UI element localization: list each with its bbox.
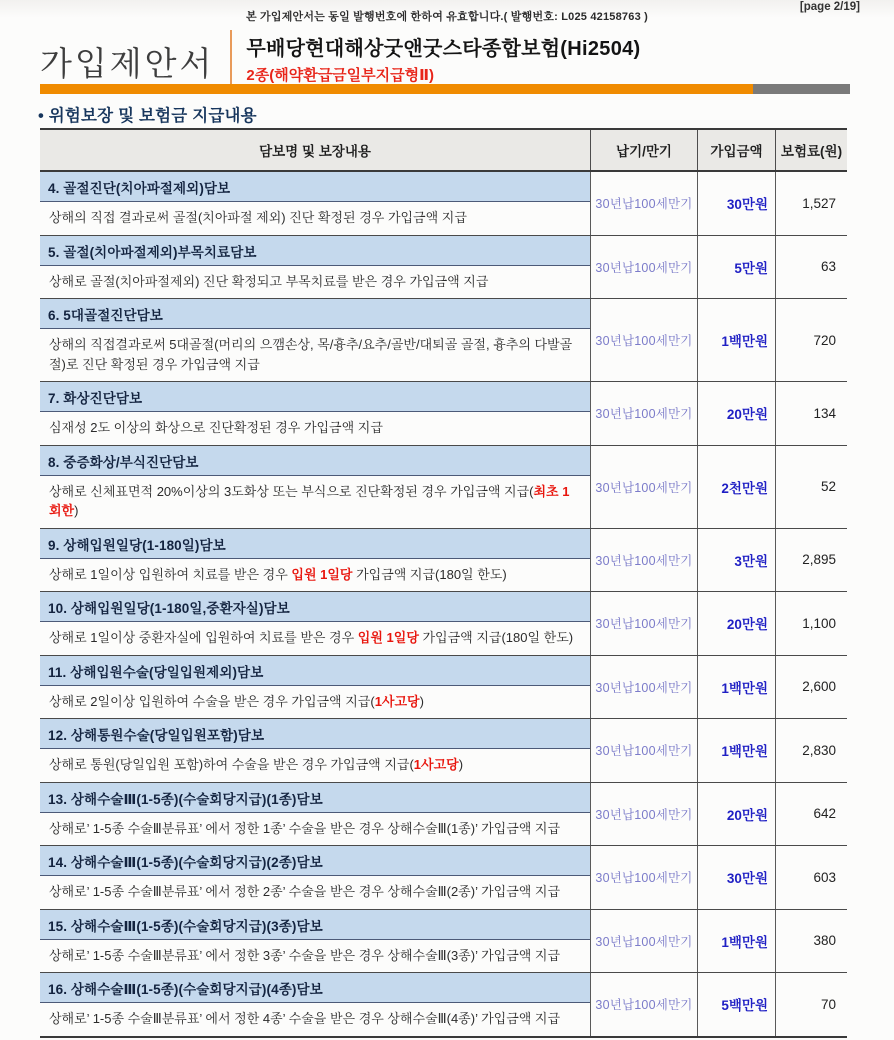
desc-text: ) xyxy=(458,757,464,772)
coverage-title: 14. 상해수술Ⅲ(1-5종)(수술회당지급)(2종)담보 xyxy=(40,846,590,876)
premium-cell: 2,895 xyxy=(775,529,847,592)
coverage-title: 13. 상해수술Ⅲ(1-5종)(수술회당지급)(1종)담보 xyxy=(40,783,590,813)
amount-cell: 20만원 xyxy=(697,382,775,445)
accent-rule-gray xyxy=(753,84,850,94)
coverage-desc xyxy=(40,476,590,528)
desc-highlight: 입원 1일당 xyxy=(291,566,353,582)
col-header-term: 납기/만기 xyxy=(590,130,697,170)
premium-cell: 1,527 xyxy=(775,172,847,235)
desc-text: 심재성 2도 이상의 화상으로 진단확정된 경우 가입금액 지급 xyxy=(49,420,383,435)
amount-cell: 1백만원 xyxy=(697,910,775,973)
term-cell: 30년납100세만기 xyxy=(590,973,697,1036)
desc-text: 상해로 골절(치아파절제외) 진단 확정되고 부목치료를 받은 경우 가입금액 지급 xyxy=(49,273,489,289)
page-indicator: [page 2/19] xyxy=(799,1,860,13)
coverage-title: 15. 상해수술Ⅲ(1-5종)(수술회당지급)(3종)담보 xyxy=(40,910,590,940)
desc-text: 상해로 통원(당일입원 포함)하여 수술을 받은 경우 가입금액 지급( xyxy=(49,757,414,772)
coverage-title: 5. 골절(치아파절제외)부목치료담보 xyxy=(40,236,590,266)
coverage-title: 6. 5대골절진단담보 xyxy=(40,299,590,329)
desc-highlight: 1사고당 xyxy=(413,757,459,772)
table-row xyxy=(40,172,847,236)
desc-text: 상해로’ 1-5종 수술Ⅲ분류표’ 에서 정한 3종’ 수술을 받은 경우 상해수술Ⅲ(3종)’ 가입금액 지급 xyxy=(49,947,561,963)
premium-cell: 642 xyxy=(775,783,847,846)
coverage-cell xyxy=(40,783,590,846)
table-row xyxy=(40,592,847,656)
table-row xyxy=(40,719,847,783)
premium-cell: 380 xyxy=(775,910,847,973)
term-cell: 30년납100세만기 xyxy=(590,172,697,235)
col-header-premium: 보험료(원) xyxy=(775,130,847,170)
term-cell: 30년납100세만기 xyxy=(590,236,697,299)
premium-cell: 720 xyxy=(775,299,847,381)
coverage-desc xyxy=(40,813,590,846)
amount-cell: 5백만원 xyxy=(697,973,775,1036)
term-cell: 30년납100세만기 xyxy=(590,446,697,528)
term-cell: 30년납100세만기 xyxy=(590,299,697,381)
accent-rule xyxy=(40,84,850,94)
coverage-title: 10. 상해입원일당(1-180일,중환자실)담보 xyxy=(40,592,590,622)
coverage-title: 16. 상해수술Ⅲ(1-5종)(수술회당지급)(4종)담보 xyxy=(40,973,590,1003)
coverage-desc xyxy=(40,940,590,973)
coverage-title: 11. 상해입원수술(당일입원제외)담보 xyxy=(40,656,590,686)
coverage-desc xyxy=(40,686,590,719)
coverage-desc xyxy=(40,329,590,381)
table-row xyxy=(40,529,847,593)
amount-cell: 30만원 xyxy=(697,172,775,235)
desc-text: 상해로’ 1-5종 수술Ⅲ분류표’ 에서 정한 1종’ 수술을 받은 경우 상해수술Ⅲ(1종)’ 가입금액 지급 xyxy=(49,820,561,836)
premium-cell: 2,600 xyxy=(775,656,847,719)
amount-cell: 1백만원 xyxy=(697,299,775,381)
desc-highlight: 입원 1일당 xyxy=(357,630,419,645)
table-row xyxy=(40,910,847,974)
desc-text: ) xyxy=(419,693,424,709)
section-title: • 위험보장 및 보험금 지급내용 xyxy=(38,107,257,125)
coverage-cell xyxy=(40,656,590,719)
col-header-amount: 가입금액 xyxy=(697,130,775,170)
coverage-cell xyxy=(40,910,590,973)
desc-text: 가입금액 지급(180일 한도) xyxy=(352,566,507,582)
accent-rule-orange xyxy=(40,84,753,94)
coverage-cell xyxy=(40,529,590,592)
coverage-desc xyxy=(40,559,590,592)
amount-cell: 3만원 xyxy=(697,529,775,592)
term-cell: 30년납100세만기 xyxy=(590,910,697,973)
desc-text: 상해로’ 1-5종 수술Ⅲ분류표’ 에서 정한 2종’ 수술을 받은 경우 상해수술Ⅲ(2종)’ 가입금액 지급 xyxy=(49,884,561,899)
premium-cell: 134 xyxy=(775,382,847,445)
desc-highlight: 1사고당 xyxy=(374,693,420,709)
coverage-desc xyxy=(40,412,590,445)
document-header xyxy=(40,30,641,85)
desc-text: 상해의 직접 결과로써 골절(치아파절 제외) 진단 확정된 경우 가입금액 지급 xyxy=(49,210,467,225)
table-row xyxy=(40,382,847,446)
desc-highlight: 최초 1회한 xyxy=(49,483,570,518)
amount-cell: 2천만원 xyxy=(697,446,775,528)
amount-cell: 1백만원 xyxy=(697,719,775,782)
desc-text: 상해로 1일이상 중환자실에 입원하여 치료를 받은 경우 xyxy=(49,630,358,645)
premium-cell: 52 xyxy=(775,446,847,528)
amount-cell: 30만원 xyxy=(697,846,775,909)
coverage-cell xyxy=(40,299,590,381)
table-row xyxy=(40,783,847,847)
term-cell: 30년납100세만기 xyxy=(590,382,697,445)
validity-disclaimer: 본 가입제안서는 동일 발행번호에 한하여 유효합니다.( 발행번호: L025 42158763 ) xyxy=(245,11,649,23)
term-cell: 30년납100세만기 xyxy=(590,846,697,909)
header-divider xyxy=(230,30,232,85)
col-header-coverage: 담보명 및 보장내용 xyxy=(259,144,371,159)
coverage-desc xyxy=(40,202,590,235)
product-block xyxy=(246,30,640,85)
coverage-cell xyxy=(40,973,590,1036)
amount-cell: 20만원 xyxy=(697,592,775,655)
table-row xyxy=(40,299,847,382)
term-cell: 30년납100세만기 xyxy=(590,656,697,719)
product-subtitle: 2종(해약환급금일부지급형Ⅱ) xyxy=(246,67,434,84)
product-name: 무배당현대해상굿앤굿스타종합보험(Hi2504) xyxy=(246,38,641,60)
term-cell: 30년납100세만기 xyxy=(590,719,697,782)
coverage-cell xyxy=(40,592,590,655)
desc-text: 가입금액 지급(180일 한도) xyxy=(418,630,574,645)
premium-cell: 2,830 xyxy=(775,719,847,782)
table-row xyxy=(40,236,847,300)
term-cell: 30년납100세만기 xyxy=(590,529,697,592)
amount-cell: 5만원 xyxy=(697,236,775,299)
coverage-desc xyxy=(40,622,590,655)
coverage-desc xyxy=(40,266,590,299)
premium-cell: 603 xyxy=(775,846,847,909)
desc-text: 상해로 1일이상 입원하여 치료를 받은 경우 xyxy=(49,566,292,582)
coverage-title: 8. 중증화상/부식진단담보 xyxy=(40,446,590,476)
term-cell: 30년납100세만기 xyxy=(590,783,697,846)
coverage-cell xyxy=(40,382,590,445)
coverage-title: 7. 화상진단담보 xyxy=(40,382,590,412)
top-strip xyxy=(0,8,894,24)
coverage-cell xyxy=(40,446,590,528)
table-row xyxy=(40,446,847,529)
table-row xyxy=(40,656,847,720)
table-header-row xyxy=(40,130,847,172)
coverage-desc xyxy=(40,876,590,909)
coverage-cell xyxy=(40,719,590,782)
premium-cell: 63 xyxy=(775,236,847,299)
document-title: 가입제안서 xyxy=(40,45,215,82)
amount-cell: 1백만원 xyxy=(697,656,775,719)
desc-text: ) xyxy=(74,503,79,518)
premium-cell: 1,100 xyxy=(775,592,847,655)
coverage-desc xyxy=(40,1003,590,1036)
desc-text: 상해로 신체표면적 20%이상의 3도화상 또는 부식으로 진단확정된 경우 가입금액 지급( xyxy=(49,483,534,499)
coverage-table xyxy=(40,128,847,1038)
coverage-cell xyxy=(40,236,590,299)
table-row xyxy=(40,846,847,910)
amount-cell: 20만원 xyxy=(697,783,775,846)
coverage-cell xyxy=(40,846,590,909)
coverage-title: 9. 상해입원일당(1-180일)담보 xyxy=(40,529,590,559)
premium-cell: 70 xyxy=(775,973,847,1036)
desc-text: 상해의 직접결과로써 5대골절(머리의 으깸손상, 목/흉추/요추/골반/대퇴골 골절, 흉추의 다발골절)로 진단 확정된 경우 가입금액 지급 xyxy=(49,337,573,372)
coverage-desc xyxy=(40,749,590,782)
term-cell: 30년납100세만기 xyxy=(590,592,697,655)
coverage-title: 4. 골절진단(치아파절제외)담보 xyxy=(40,172,590,202)
desc-text: 상해로 2일이상 입원하여 수술을 받은 경우 가입금액 지급( xyxy=(49,693,375,709)
desc-text: 상해로’ 1-5종 수술Ⅲ분류표’ 에서 정한 4종’ 수술을 받은 경우 상해수술Ⅲ(4종)’ 가입금액 지급 xyxy=(49,1011,561,1026)
coverage-cell xyxy=(40,172,590,235)
table-row xyxy=(40,973,847,1036)
coverage-title: 12. 상해통원수술(당일입원포함)담보 xyxy=(40,719,590,749)
